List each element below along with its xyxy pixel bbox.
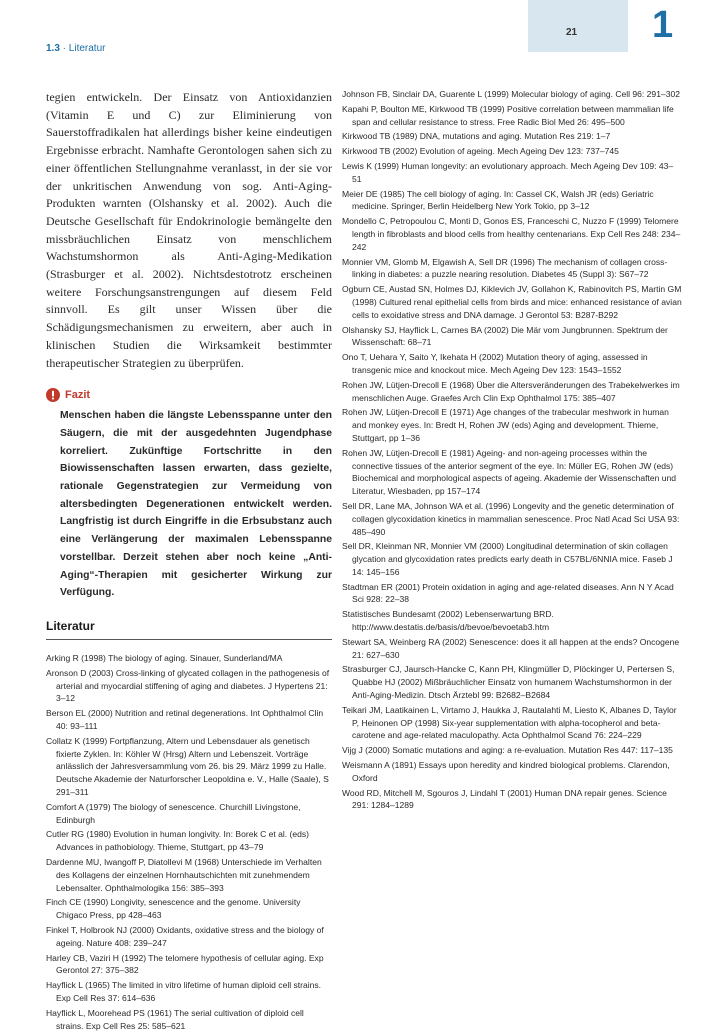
fazit-box (46, 388, 332, 602)
reference-entry: Ono T, Uehara Y, Saito Y, Ikehata H (2002) Mutation theory of aging, assessed in transgenic mice and knockout mice. Mech Ageing Dev 123: 1543–1552 (342, 352, 648, 375)
reference-entry: Mondello C, Petropoulou C, Monti D, Gonos ES, Franceschi C, Nuzzo F (1999) Telomere length in fibroblasts and blood cells from healthy centenarians. Exp Cell Res 248: 234–242 (342, 216, 681, 252)
exclamation-circle-icon (46, 388, 60, 402)
reference-list-left (46, 652, 332, 1032)
reference-entry: Harley CB, Vaziri H (1992) The telomere hypothesis of cellular aging. Exp Gerontol 27: 375–382 (46, 952, 324, 976)
reference-list-right (342, 88, 682, 812)
reference-entry: Rohen JW, Lütjen-Drecoll E (1981) Ageing- and non-ageing processes within the connective tissues of the anterior segment of the eye. In: Müller EG, Rohen JW (eds) Biochemical and morphological aspects of ageing. Akademie der Wissenschaften und Literatur, Wiesbaden, pp 157–174 (342, 447, 677, 497)
reference-entry: Teikari JM, Laatikainen L, Virtamo J, Haukka J, Rautalahti M, Liesto K, Albanes D, Taylor P, Heinonen OP (1998) Six-year supplementation with alpha-tocopherol and beta-carotene and age-related maculopathy. Acta Ophthalmol Scand 76: 224–229 (342, 704, 677, 741)
reference-entry: Ogburn CE, Austad SN, Holmes DJ, Kiklevich JV, Gollahon K, Rabinovitch PS, Martin GM (1998) Cultured renal epithelial cells from birds and mice: enhanced resistance of avian cells to exoidative stress and DNA damage. J Gerontol 53: B287-B292 (342, 284, 682, 320)
body-paragraph: tegien entwickeln. Der Einsatz von Antioxidanzien (Vitamin E und C) zur Eliminierung von Sauerstoffradikalen hat allerdings bisher keine eindeutigen Ergebnisse erbracht. Namhafte Gerontologen sahen sich zu einer öffentlichen Stellungnahme veranlasst, in der sie vor der unkritischen Anwendung von sog. Anti-Aging-Produkten warnten (Olshansky et al. 2002). Auch die Deutsche Gesellschaft für Endokrinologie bemängelte den missbräuchlichen Einsatz von menschlichem Wachstumshormon als Anti-Aging-Medikation (Strasburger et al. 2002). Nichtsdestotrotz erscheinen weitere Forschungsanstrengungen auf diesem Feld sinnvoll. Es gilt unser Wissen über die Schädigungsmechanismen zu erweitern, aber auch in klinischen Studien die Wirksamkeit bestimmter therapeutischer Strategien zu überprüfen. (46, 90, 332, 370)
reference-entry: Aronson D (2003) Cross-linking of glycated collagen in the pathogenesis of arterial and myocardial stiffening of aging and diabetes. J Hypertens 21: 3–12 (46, 667, 330, 704)
reference-entry: Weismann A (1891) Essays upon heredity and kindred biological problems. Clarendon, Oxford (342, 760, 670, 783)
reference-entry: Olshansky SJ, Hayflick L, Carnes BA (2002) Die Mär vom Jungbrunnen. Spektrum der Wissenschaft: 68–71 (342, 324, 668, 348)
running-header (46, 43, 105, 54)
reference-entry: Comfort A (1979) The biology of senescence. Churchill Livingstone, Edinburgh (46, 801, 301, 825)
header-band (528, 0, 628, 52)
reference-entry: Monnier VM, Glomb M, Elgawish A, Sell DR (1996) The mechanism of collagen cross-linking in diabetes: a puzzle nearing resolution. Diabetes 45 (Suppl 3): S67–72 (342, 256, 668, 280)
reference-entry: Finch CE (1990) Longivity, senescence and the genome. University Chigaco Press, pp 428–463 (46, 897, 301, 921)
reference-entry: Vijg J (2000) Somatic mutations and aging: a re-evaluation. Mutation Res 447: 117–135 (342, 745, 673, 756)
reference-entry: Rohen JW, Lütjen-Drecoll E (1968) Über die Altersveränderungen des Trabekelwerkes im menschlichen Auge. Graefes Arch Clin Exp Ophthalmol 175: 385–407 (342, 379, 680, 403)
reference-entry: Rohen JW, Lütjen-Drecoll E (1971) Age changes of the trabecular meshwork in human and monkey eyes. In: Bredt H, Rohen JW (eds) Aging and development. Thieme, Stuttgart, pp 1–36 (342, 407, 669, 443)
fazit-text: Menschen haben die längste Lebensspanne unter den Säugern, die mit der ausgedehnten Jugendphase korreliert. Zukünftige Fortschritte in den Biowissenschaften lassen erwarten, dass gezielte, rationale Gegenstrategien zur Vermeidung von altersbedingten Degenerationen entwickelt werden. Langfristig ist durch Eingriffe in die Erbsubstanz auch eine Verlängerung der maximalen Lebensspanne vorstellbar. Derzeit stehen aber noch keine „Anti-Aging“-Therapien mit gesicherter Wirkung zur Verfügung. (60, 410, 332, 599)
reference-entry: Meier DE (1985) The cell biology of aging. In: Cassel CK, Walsh JR (eds) Geriatric medicine. Springer, Berlin Heidelberg New York Tokio, pp 3–12 (342, 188, 654, 212)
reference-entry: Kapahi P, Boulton ME, Kirkwood TB (1999) Positive correlation between mammalian life span and cellular resistance to stress. Free Radic Biol Med 26: 495–500 (342, 103, 674, 127)
reference-entry: Sell DR, Lane MA, Johnson WA et al. (1996) Longevity and the genetic determination of collagen glycoxidation kinetics in mammalian senescence. Proc Natl Acad Sci USA 93: 485–490 (342, 500, 680, 537)
reference-entry: Johnson FB, Sinclair DA, Guarente L (1999) Molecular biology of aging. Cell 96: 291–302 (342, 89, 680, 99)
reference-entry: Wood RD, Mitchell M, Sgouros J, Lindahl T (2001) Human DNA repair genes. Science 291: 1284–1289 (342, 787, 667, 811)
chapter-number: 1 (652, 4, 674, 46)
left-column (46, 89, 332, 1034)
reference-entry: Collatz K (1999) Fortpflanzung, Altern und Lebensdauer als genetisch fixierte Zyklen. In: Köhler W (Hrsg) Altern und Lebenszeit. Vorträge anlässlich der Jahresversammlung vom 26. bis 29. März 1999 zu Halle. Deutsche Akademie der Naturforscher Leopoldina e. V., Halle (Saale), S 291–311 (46, 735, 329, 797)
reference-entry: Arking R (1998) The biology of aging. Sinauer, Sunderland/MA (46, 652, 283, 663)
reference-entry: Hayflick L, Moorehead PS (1961) The serial cultivation of diploid cell strains. Exp Cell Res 25: 585–621 (46, 1007, 304, 1031)
reference-entry: Statistisches Bundesamt (2002) Lebenserwartung BRD. http://www.destatis.de/basis/d/bevoe/bevoetab3.htm (342, 609, 554, 633)
reference-entry: Hayflick L (1965) The limited in vitro lifetime of human diploid cell strains. Exp Cell Res 37: 614–636 (46, 980, 322, 1003)
fazit-title: Fazit (65, 389, 91, 402)
reference-entry: Sell DR, Kleinman NR, Monnier VM (2000) Longitudinal determination of skin collagen glycation and glycoxidation rates predicts early death in C57BL/6NNIA mice. Faseb J 14: 145–156 (342, 541, 673, 577)
right-column (342, 88, 682, 814)
reference-entry: Lewis K (1999) Human longevity: an evolutionary approach. Mech Ageing Dev 109: 43–51 (342, 160, 674, 184)
reference-entry: Stewart SA, Weinberg RA (2002) Senescence: does it all happen at the ends? Oncogene 21: 627–630 (342, 636, 680, 660)
page-number: 21 (566, 27, 578, 38)
reference-entry: Dardenne MU, Iwangoff P, Diatollevi M (1968) Unterschiede im Verhalten des Kollagens der einzelnen Hornhautschichten mit zunehmendem Lebensalter. Ophthalmologika 156: 385–393 (46, 856, 322, 893)
section-number: 1.3 (46, 43, 60, 54)
reference-entry: Cutler RG (1980) Evolution in human longivity. In: Borek C et al. (eds) Advances in pathobiology. Thieme, Stuttgart, pp 43–79 (46, 829, 310, 853)
reference-entry: Kirkwood TB (1989) DNA, mutations and aging. Mutation Res 219: 1–7 (342, 131, 611, 142)
reference-entry: Stadtman ER (2001) Protein oxidation in aging and age-related diseases. Ann N Y Acad Sci 928: 22–38 (342, 581, 674, 605)
reference-entry: Finkel T, Holbrook NJ (2000) Oxidants, oxidative stress and the biology of ageing. Nature 408: 239–247 (46, 924, 324, 948)
reference-entry: Strasburger CJ, Jaursch-Hancke C, Kann PH, Klingmüller D, Plöckinger U, Pertersen S, Quabbe HJ (2002) Mißbräuchlicher Einsatz von humanem Wachstumshormon in der Anti-Aging-Medizin. Dtsch Ärztebl 99: B2682–B2684 (342, 664, 675, 701)
reference-entry: Kirkwood TB (2002) Evolution of ageing. Mech Ageing Dev 123: 737–745 (342, 146, 619, 157)
section-title: · Literatur (59, 43, 106, 54)
fazit-header (46, 388, 332, 402)
reference-entry: Berson EL (2000) Nutrition and retinal degenerations. Int Ophthalmol Clin 40: 93–111 (46, 708, 324, 731)
literatur-heading: Literatur (46, 619, 332, 640)
